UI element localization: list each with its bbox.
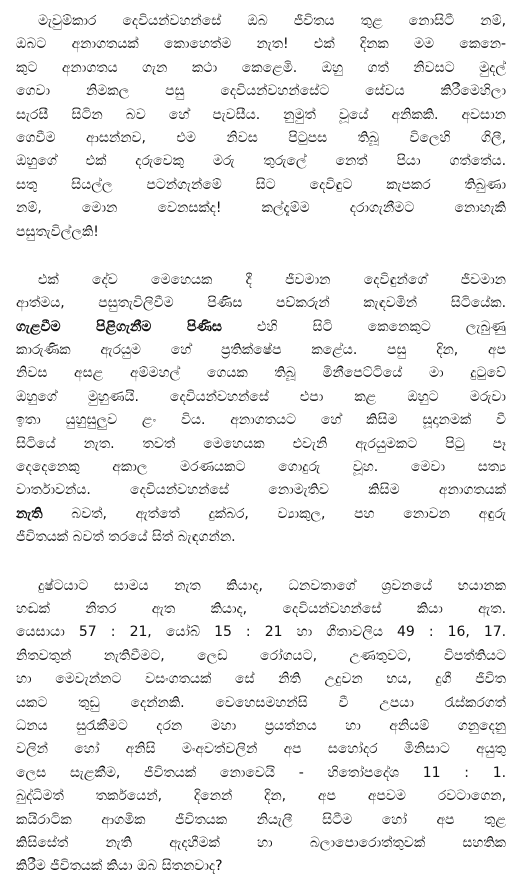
text-run: පසුතැවිල්ලකි! bbox=[16, 223, 99, 240]
text-line bbox=[16, 386, 506, 409]
text-run: සැරසී සිටින බව හේ පැවසීය. නුමුත් වූයේ අනිකකි. අවසාන bbox=[16, 106, 506, 123]
text-line bbox=[16, 269, 506, 292]
text-line bbox=[16, 738, 506, 761]
text-run: ඔහුගේ මුහුණයි. දෙවියන්වහන්සේ එපා කළ ඔහුට මරුවා bbox=[16, 388, 506, 405]
text-run: ඉතා යුහුසුලුව ළං විය. අනාගතයට හේ කිසිම සූදානමක් වී bbox=[16, 412, 506, 429]
text-run: දෙදෙනෙකු අකාල මරණයකට ගොදුරු වූහ. මෙවා සත්‍ය bbox=[16, 459, 506, 476]
text-run: ගෙවා නිමකල පසු දෙවියන්වහන්සේට සේවය කිරීමෙහිලා bbox=[16, 83, 506, 100]
text-run: බුද්ධිමත් තර්කයෙන්, දිනෙන් දින, අප අපවම රවටාගෙන, bbox=[16, 788, 506, 805]
text-run: නිවස අසළ අම්මහල් ගෙයක තිබූ මිනීපෙට්ටියේ මා දුටුවේ bbox=[16, 365, 506, 382]
text-line bbox=[16, 575, 506, 598]
text-line bbox=[16, 221, 506, 244]
paragraph-2 bbox=[16, 269, 506, 550]
text-line bbox=[16, 645, 506, 668]
paragraph-1 bbox=[16, 10, 506, 244]
text-line bbox=[16, 692, 506, 715]
text-line bbox=[16, 598, 506, 621]
text-line bbox=[16, 526, 506, 549]
text-run: වාර්තාවන්ය. දෙවියන්වහන්සේ නොමැතිව කිසිම අනාගතයක් bbox=[16, 482, 506, 499]
text-run: ඔබට අනාගතයක් කොහෙත්ම නැත! එක් දිනක මම කෙනෙ- bbox=[16, 36, 506, 53]
text-run: කාරුණික ඇරයුම හේ ප්‍රතික්ෂේප කළේය. පසු දින, අප bbox=[16, 342, 506, 359]
text-line bbox=[16, 621, 506, 644]
paragraph-3 bbox=[16, 575, 506, 879]
text-line bbox=[16, 715, 506, 738]
text-line bbox=[16, 762, 506, 785]
text-line bbox=[16, 104, 506, 127]
text-line bbox=[16, 292, 506, 315]
text-run: වලින් හෝ අනිසි මංඅවත්වලින් අප සහෝදර මිනිසාට අයුතු bbox=[16, 741, 506, 758]
text-line bbox=[16, 316, 506, 339]
text-line bbox=[16, 503, 506, 526]
text-line bbox=[16, 10, 506, 33]
text-run: කිසිසේත් නැති ඇදහීමක් හා බලාපොරොත්තුවක් සහතික bbox=[16, 834, 506, 851]
text-line bbox=[16, 174, 506, 197]
text-run: කයිරාටික ආගමික ජීවිතයක නියැලී සිටීම හෝ අප තුළ bbox=[16, 811, 506, 828]
text-line bbox=[16, 855, 506, 878]
text-line bbox=[16, 33, 506, 56]
text-line bbox=[16, 80, 506, 103]
text-line bbox=[16, 433, 506, 456]
text-line bbox=[16, 832, 506, 855]
text-run: යකට තුඩු දෙන්නකි. වෙහෙසමහන්සි වී උපයා රැස්කරගත් bbox=[16, 694, 506, 711]
text-line bbox=[16, 409, 506, 432]
text-run: යෙසායා 57 : 21, යෝබ් 15 : 21 හා ගීතාවලිය 49 : 16, 17. bbox=[16, 624, 506, 641]
text-run: එහි සිටි කෙනෙකුට ලැබුණු bbox=[221, 318, 506, 335]
text-run: මැවුම්කාර දෙවියන්වහන්සේ ඔබ ජීවිතය තුළ නොසිටී නම්, bbox=[38, 13, 506, 29]
text-run: හඬක් නිතර ඇත කියාද, දෙවියන්වහන්සේ කියා ඇත. bbox=[16, 600, 506, 617]
text-run: දුෂ්ටයාට සාමය නැත කියාද, ධනවතාගේ ශ්‍රවනයේ භයානක bbox=[38, 577, 506, 594]
text-run: එක් දේව මෙහෙයක දී ජීවමාන දෙවිඳුන්ගේ ජීවමාන bbox=[38, 271, 506, 288]
text-run: ලෙස සැළකීම, ජීවිතයක් නොවෙයි - හිතෝපදේශ 11 : 1. bbox=[16, 764, 506, 781]
text-line bbox=[16, 127, 506, 150]
text-run: කුට අනාගතය ගැන කථා කෙළෙමි. ඔහු ගත් නිවසට මුදල් bbox=[16, 59, 506, 76]
text-run: ඔහුගේ එක් දරුවෙකු මරු තුරුලේ නෙත් පියා ගත්තේය. bbox=[16, 153, 506, 170]
text-run: ආත්මය, පසුතැවිලිවීම පිණිස පව්කරුන් කැඳවමින් සිටියේක. bbox=[16, 295, 506, 312]
bold-text-run: ගැළවීම පිළිගැනීම පිණිස bbox=[16, 318, 222, 335]
text-run: සිටියේ නැත. තවත් මෙහෙයක එවැනි ඇරයුමකට පිටු පෑ bbox=[16, 435, 506, 452]
text-run: හා මෙවැන්නට වසංගතයක් සේ නිති උදුවන භය, දුගී ජීවිත bbox=[16, 671, 506, 688]
text-line bbox=[16, 668, 506, 691]
text-run: ධනය සුරැකීමට දරන මහා ප්‍රයත්නය හා අනියම් ගනුදෙනු bbox=[16, 717, 506, 734]
text-line bbox=[16, 479, 506, 502]
bold-text-run: නැති bbox=[16, 505, 43, 522]
text-run: කිරීම ජීවිතයක් කියා ඔබ සිතනවාද? bbox=[16, 858, 223, 875]
text-run: ජීවිතයක් බවත් තරයේ සිත් බැඳගන්න. bbox=[16, 529, 236, 546]
text-line bbox=[16, 785, 506, 808]
text-run: නිතවතුන් නැතිවීමට, ලෙඩ රෝගයට, උණතුවට, විපත්තියට bbox=[16, 647, 506, 664]
text-line bbox=[16, 362, 506, 385]
text-line bbox=[16, 339, 506, 362]
text-run: බවත්, ඇත්තේ දුක්බර, ව්‍යාකුල, පහ නොවන අඳුරු bbox=[42, 505, 506, 522]
text-line bbox=[16, 456, 506, 479]
text-line bbox=[16, 809, 506, 832]
text-line bbox=[16, 150, 506, 173]
text-line bbox=[16, 57, 506, 80]
text-run: සතු සියල්ල පටන්ගැන්මේ සිට දෙවිඳුට කැපකර තිබුණා bbox=[16, 176, 506, 193]
text-line bbox=[16, 197, 506, 220]
text-run: නම්, මොන වෙනසක්ද! කල්දැම්ම දරාගැනීමට නොහැකි bbox=[16, 200, 506, 217]
text-run: ගෙවීම ආසන්නව, එම නිවස පිටුපස තිබූ විලෙහි ගිලී, bbox=[16, 129, 506, 146]
